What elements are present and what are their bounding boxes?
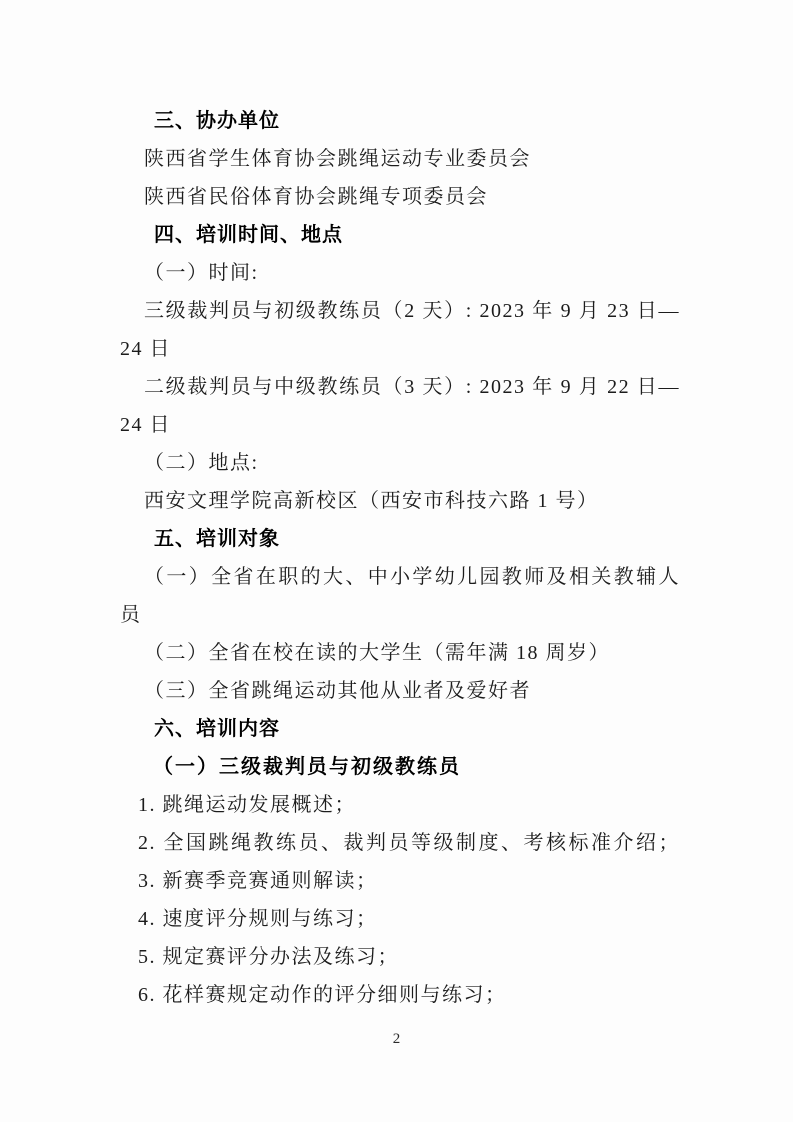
text-line: （一）全省在职的大、中小学幼儿园教师及相关教辅人 — [144, 566, 680, 588]
text-line: 24 日 — [120, 414, 171, 436]
text-line: （三）全省跳绳运动其他从业者及爱好者 — [144, 680, 531, 702]
text-line: 4. 速度评分规则与练习； — [138, 908, 378, 930]
text-line: （一）时间: — [144, 262, 259, 284]
text-line: 四、培训时间、地点 — [154, 224, 343, 246]
text-line: 陕西省学生体育协会跳绳运动专业委员会 — [144, 148, 531, 170]
text-line: 6. 花样赛规定动作的评分细则与练习； — [138, 984, 507, 1006]
text-line: （二）地点: — [144, 452, 259, 474]
text-line: 三、协办单位 — [154, 110, 280, 132]
page-number: 2 — [392, 1031, 401, 1047]
text-line: 2. 全国跳绳教练员、裁判员等级制度、考核标准介绍； — [138, 832, 680, 854]
text-line: 西安文理学院高新校区（西安市科技六路 1 号） — [144, 490, 599, 512]
text-line: 陕西省民俗体育协会跳绳专项委员会 — [144, 186, 488, 208]
text-line: 5. 规定赛评分办法及练习； — [138, 946, 399, 968]
text-line: 员 — [120, 604, 142, 626]
text-line: 24 日 — [120, 338, 171, 360]
text-line: 3. 新赛季竞赛通则解读； — [138, 870, 378, 892]
text-line: （二）全省在校在读的大学生（需年满 18 周岁） — [144, 642, 610, 664]
text-line: （一）三级裁判员与初级教练员 — [153, 756, 461, 778]
text-line: 1. 跳绳运动发展概述； — [138, 794, 356, 816]
text-line: 五、培训对象 — [154, 528, 280, 550]
text-line: 六、培训内容 — [154, 718, 280, 740]
text-line: 三级裁判员与初级教练员（2 天）: 2023 年 9 月 23 日— — [144, 300, 680, 322]
document-body — [120, 102, 680, 1014]
text-line: 二级裁判员与中级教练员（3 天）: 2023 年 9 月 22 日— — [144, 376, 680, 398]
